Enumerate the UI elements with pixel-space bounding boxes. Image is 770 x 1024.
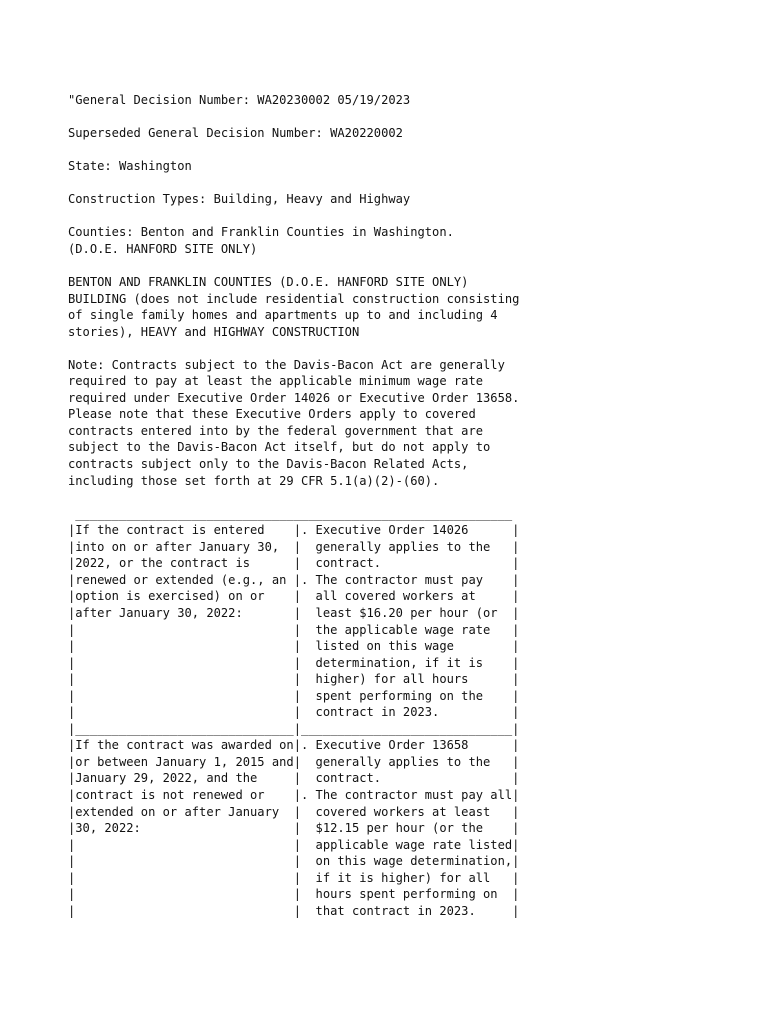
scope-line: of single family homes and apartments up to and including 4 [68,308,498,323]
table-row-eo14026: | | determination, if it is | [68,655,520,670]
table-row-eo13658: |extended on or after January | covered workers at least | [68,804,520,819]
note-line: contracts entered into by the federal government that are [68,423,484,438]
counties-line: Counties: Benton and Franklin Counties in Washington. [68,225,454,240]
blank-line [68,208,519,225]
note-line: Please note that these Executive Orders apply to covered [68,407,476,422]
table-row-eo14026: | | listed on this wage | [68,639,520,654]
note-line: including those set forth at 29 CFR 5.1(a)(2)-(60). [68,473,440,488]
counties-line: (D.O.E. HANFORD SITE ONLY) [68,241,258,256]
table-row-eo13658: | | if it is higher) for all | [68,870,520,885]
blank-line [68,489,519,506]
scope-line: BUILDING (does not include residential construction consisting [68,291,520,306]
table-row-eo14026: |after January 30, 2022: | least $16.20 per hour (or | [68,605,520,620]
note-line: Note: Contracts subject to the Davis-Bacon Act are generally [68,357,505,372]
note-line: required to pay at least the applicable minimum wage rate [68,374,484,389]
table-row-eo13658: |January 29, 2022, and the | contract. | [68,771,520,786]
note-line: required under Executive Order 14026 or Executive Order 13658. [68,390,520,405]
wage-determination-document [68,92,519,919]
note-line: contracts subject only to the Davis-Bacon Related Acts, [68,457,469,472]
note-line: subject to the Davis-Bacon Act itself, but do not apply to [68,440,491,455]
table-row-eo14026: |into on or after January 30, | generally applies to the | [68,539,520,554]
construction-types-line: Construction Types: Building, Heavy and Highway [68,192,411,207]
blank-line [68,175,519,192]
blank-line [68,340,519,357]
table-row-eo13658: | | that contract in 2023. | [68,903,520,918]
table-row-eo14026: | | higher) for all hours | [68,672,520,687]
state-line: State: Washington [68,159,192,174]
decision-number-line: "General Decision Number: WA20230002 05/19/2023 [68,93,411,107]
blank-line [68,257,519,274]
table-row-eo14026: | | the applicable wage rate | [68,622,520,637]
table-top-border: ____________________________________________________________ [68,506,513,521]
blank-line [68,142,519,159]
table-row-eo13658: | | hours spent performing on | [68,887,520,902]
scope-line: stories), HEAVY and HIGHWAY CONSTRUCTION [68,324,360,339]
table-row-eo14026: |2022, or the contract is | contract. | [68,556,520,571]
table-row-eo14026: |If the contract is entered |. Executive Order 14026 | [68,523,520,538]
table-row-eo13658: |30, 2022: | $12.15 per hour (or the | [68,821,520,836]
table-row-eo14026: | | contract in 2023. | [68,705,520,720]
table-row-eo14026: | | spent performing on the | [68,688,520,703]
table-row-eo13658: | | on this wage determination,| [68,854,520,869]
table-row-separator: |______________________________|_____________________________| [68,721,520,736]
superseded-decision-line: Superseded General Decision Number: WA20220002 [68,126,403,141]
scope-line: BENTON AND FRANKLIN COUNTIES (D.O.E. HANFORD SITE ONLY) [68,275,469,290]
table-row-eo13658: |If the contract was awarded on|. Executive Order 13658 | [68,738,520,753]
table-row-eo13658: | | applicable wage rate listed| [68,837,520,852]
blank-line [68,109,519,126]
table-row-eo13658: |contract is not renewed or |. The contractor must pay all| [68,787,520,802]
table-row-eo14026: |option is exercised) on or | all covered workers at | [68,589,520,604]
table-row-eo14026: |renewed or extended (e.g., an |. The contractor must pay | [68,572,520,587]
table-row-eo13658: |or between January 1, 2015 and| generally applies to the | [68,754,520,769]
